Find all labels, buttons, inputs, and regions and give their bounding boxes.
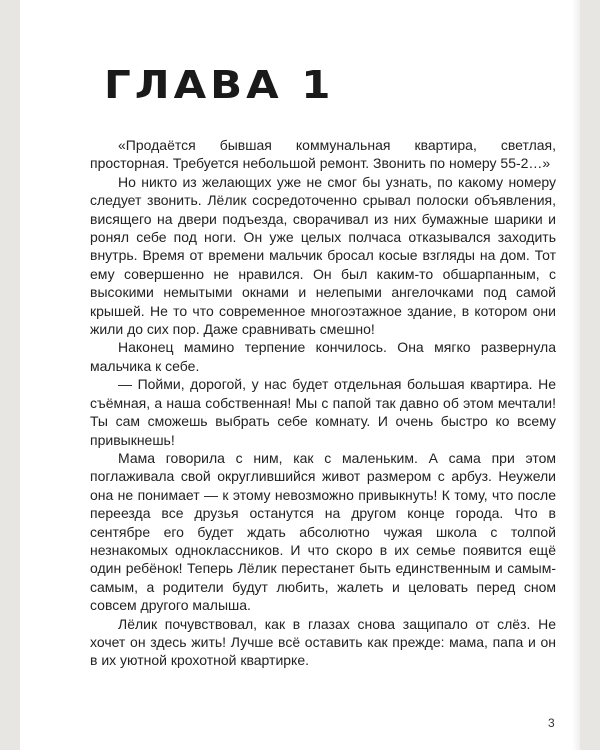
paragraph: Наконец мамино терпение кончилось. Она мягко развернула мальчика к себе. (90, 339, 556, 374)
paragraph: Мама говорила с ним, как с маленьким. А сама при этом поглаживала свой округлившийся живот размером с арбуз. Неужели она не понимает — к этому невозможно привыкнуть! К тому, что после переезда все друзья останутся на другом конце города. Что в сентябре его будет ждать абсолютно чужая школа с толпой незнакомых одноклассников. И что скоро в их семье появится ещё один ребёнок! Теперь Лёлик перестанет быть единственным и самым-самым, а родители будут любить, жалеть и целовать перед сном совсем другого малыша. (90, 449, 556, 614)
book-page (20, 0, 580, 750)
page-number: 3 (548, 716, 555, 730)
paragraph: — Пойми, дорогой, у нас будет отдельная большая квартира. Не съёмная, а наша собственная! Мы с папой так давно об этом мечтали! Ты сам сможешь выбрать себе комнату. И очень быстро ко всему привыкнешь! (90, 376, 556, 448)
paragraph: Лёлик почувствовал, как в глазах снова защипало от слёз. Не хочет он здесь жить! Лучше всё оставить как прежде: мама, папа и он в их уютной крохотной квартирке. (90, 615, 556, 669)
chapter-title: ГЛАВА 1 (104, 62, 335, 108)
page-edge-shadow (572, 0, 580, 750)
paragraph: «Продаётся бывшая коммунальная квартира, светлая, просторная. Требуется небольшой ремонт. Звонить по номеру 55-2…» (90, 137, 556, 172)
paragraph: Но никто из желающих уже не смог бы узнать, по какому номеру следует звонить. Лёлик сосредоточенно срывал полоски объявления, висящего на двери подъезда, сворачивал из них бумажные шарики и ронял себе под ноги. Он уже целых полчаса отказывался заходить внутрь. Время от времени мальчик бросал косые взгляды на дом. Тот ему совершенно не нравился. Он был каким-то обшарпанным, с высокими немытыми окнами и нелепыми ангелочками под самой крышей. Не то что современное многоэтажное здание, в котором они жили до сих пор. Даже сравнивать смешно! (90, 173, 556, 338)
chapter-text (90, 136, 556, 670)
